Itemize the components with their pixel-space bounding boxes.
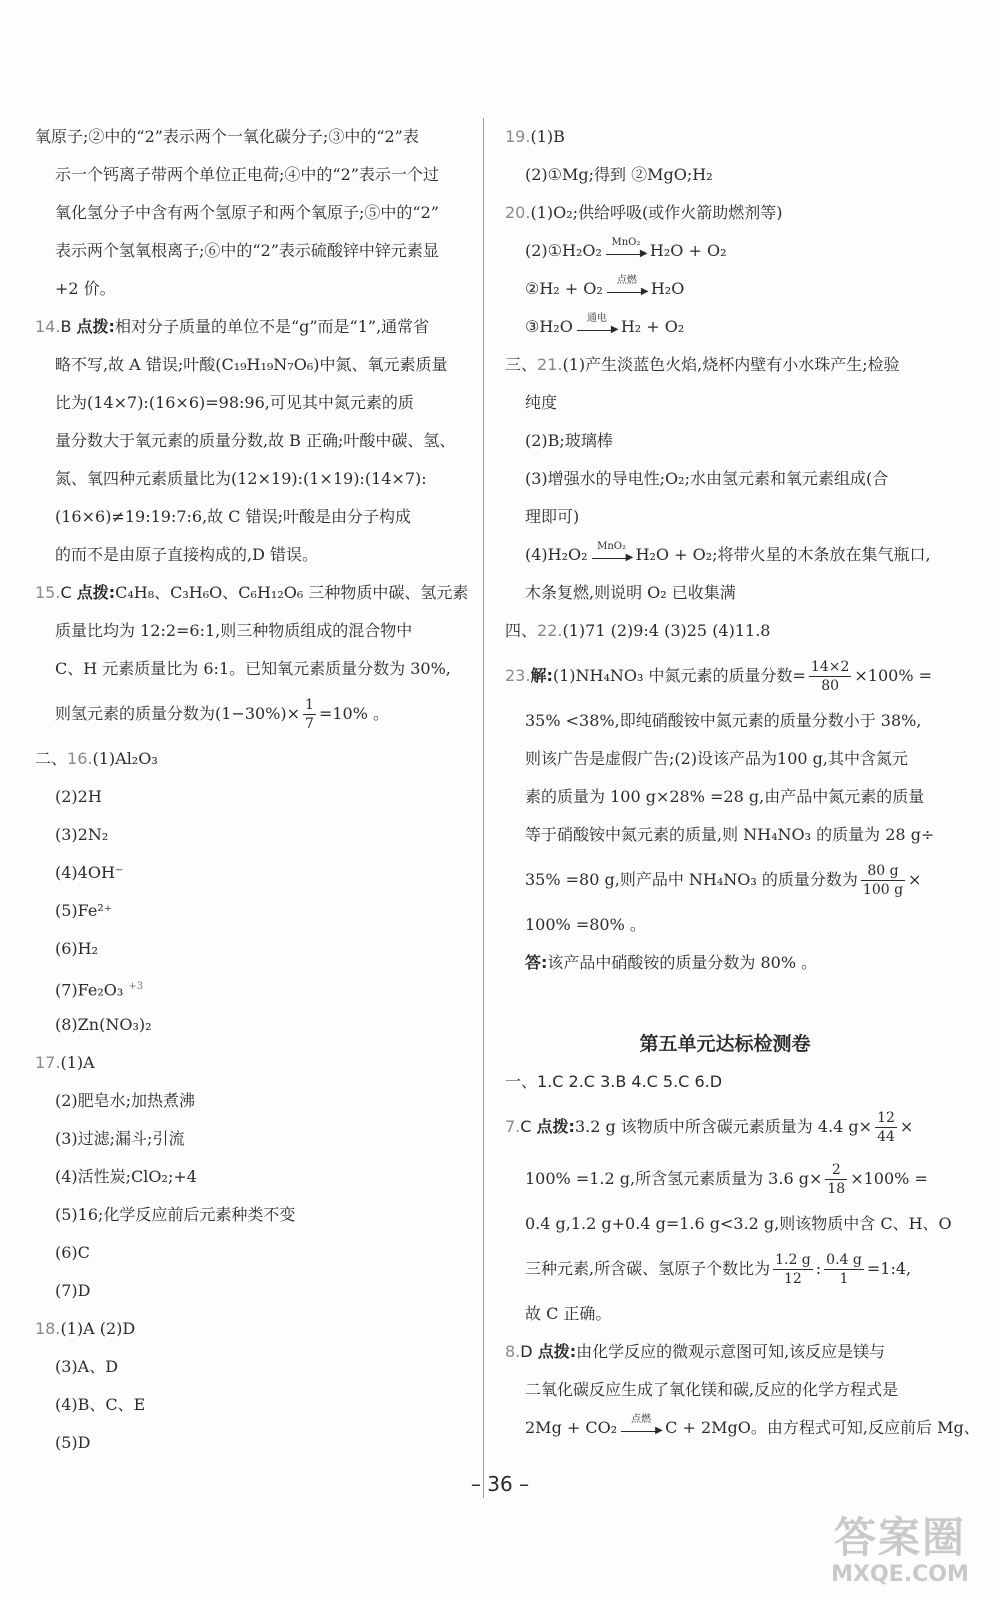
q17-item-1: (1)A <box>60 1053 95 1072</box>
q14-number: 14. <box>35 317 61 336</box>
q23-first-pre: (1)NH₄NO₃ 中氮元素的质量分数= <box>552 666 806 685</box>
q23-f1-den: 80 <box>821 678 840 694</box>
q21-line-1 <box>505 346 945 384</box>
q23-number: 23. <box>505 666 531 685</box>
q20-eq-1 <box>505 232 945 270</box>
q14-line-3: 比为(14×7):(16×6)=98:96,可见其中氮元素的质 <box>55 393 414 412</box>
q8-first: 由化学反应的微观示意图可知,该反应是镁与 <box>576 1342 886 1361</box>
q20-eq-3 <box>505 308 945 346</box>
q21-number: 21. <box>537 355 563 374</box>
q21-line-3: (2)B;玻璃棒 <box>525 431 613 450</box>
q15-first: C₄H₈、C₃H₆O、C₆H₁₂O₆ 三种物质中碳、氢元素 <box>115 583 469 602</box>
reaction-arrow-icon: 点燃 ▶ <box>605 275 649 305</box>
q23-line-3: 则该广告是虚假广告;(2)设该产品为100 g,其中含氮元 <box>525 749 909 768</box>
q23-answer: 该产品中硝酸铵的质量分数为 80% 。 <box>547 953 818 972</box>
q21-eq4-post: H₂O + O₂;将带火星的木条放在集气瓶口, <box>635 545 931 564</box>
q15-number: 15. <box>35 583 61 602</box>
q21-first: (1)产生淡蓝色火焰,烧杯内壁有小水珠产生;检验 <box>562 355 900 374</box>
q15-answer: C <box>60 583 72 602</box>
q16-item-1: (1)Al₂O₃ <box>92 749 158 768</box>
q7-hint-label: 点拨: <box>536 1117 575 1136</box>
q22-line <box>505 612 945 650</box>
q7-f1-num: 12 <box>877 1110 895 1126</box>
q22-number: 22. <box>537 621 563 640</box>
q7-f2-den: 18 <box>827 1181 846 1197</box>
q15-fraction <box>303 696 316 733</box>
q15-line-3: C、H 元素质量比为 6:1。已知氧元素质量分数为 30%, <box>55 659 451 678</box>
q19-number: 19. <box>505 127 531 146</box>
q23-line-4: 素的质量为 100 g×28% =28 g,由产品中氮元素的质量 <box>525 787 925 806</box>
watermark-logo <box>810 1514 990 1594</box>
q18-item-4: (5)D <box>55 1433 91 1452</box>
reaction-arrow-icon: MnO₂ ▶ <box>590 541 634 571</box>
q16-item-2: (2)2H <box>55 787 102 806</box>
q14-line-4: 量分数大于氧元素的质量分数,故 B 正确;叶酸中碳、氢、 <box>55 431 456 450</box>
q14-line-5: 氮、氧四种元素质量比为(12×19):(1×19):(14×7): <box>55 469 427 488</box>
q13-line-3: 氧化氢分子中含有两个氢原子和两个氧原子;⑤中的“2” <box>55 203 439 222</box>
q7-f4-den: 1 <box>839 1271 849 1287</box>
q23-fraction-1 <box>809 658 851 695</box>
q21-line-last: 木条复燃,则说明 O₂ 已收集满 <box>525 583 736 602</box>
q7-frac-4 <box>824 1251 864 1288</box>
q14-line-6: (16×6)≠19:19:7:6,故 C 错误;叶酸是由分子构成 <box>55 507 411 526</box>
q15-line-4 <box>35 688 465 740</box>
q7-number: 7. <box>505 1117 521 1136</box>
q23-f2-den: 100 g <box>862 882 904 898</box>
unit5-mc: 1.C 2.C 3.B 4.C 5.C 6.D <box>537 1072 723 1091</box>
q7-frac-2 <box>825 1161 847 1198</box>
q7-f3-den: 12 <box>784 1271 802 1287</box>
q17-item-7: (7)D <box>55 1281 91 1300</box>
q14-first: 相对分子质量的单位不是“g”而是“1”,通常省 <box>114 317 430 336</box>
q7-l4-mid: : <box>815 1259 822 1278</box>
q18-number: 18. <box>35 1319 61 1338</box>
q15-frac-num: 1 <box>305 697 314 713</box>
q13-line-4: 表示两个氢氧根离子;⑥中的“2”表示硫酸锌中锌元素显 <box>55 241 439 260</box>
q20-line-1 <box>505 194 945 232</box>
q14-answer: B <box>60 317 72 336</box>
q7-answer: C <box>520 1117 532 1136</box>
reaction-arrow-icon: MnO₂ ▶ <box>604 237 648 267</box>
q14-line-7: 的而不是由原子直接构成的,D 错误。 <box>55 545 319 564</box>
q23-solution-label: 解: <box>530 666 553 685</box>
q23-line-5: 等于硝酸铵中氮元素的质量,则 NH₄NO₃ 的质量为 28 g÷ <box>525 825 935 844</box>
q7-f3-num: 1.2 g <box>775 1252 811 1268</box>
q23-answer-label: 答: <box>525 953 548 972</box>
watermark-en: MXQE.COM <box>831 1562 969 1587</box>
q21-eq4-cond: MnO₂ <box>597 540 626 552</box>
q14-hint-label: 点拨: <box>76 317 115 336</box>
q8-eq-post: C + 2MgO。由方程式可知,反应前后 Mg、 <box>665 1418 980 1437</box>
q20-eq3-pre: ③H₂O <box>525 317 573 336</box>
reaction-arrow-icon: 点燃 ▶ <box>619 1414 663 1444</box>
q15-hint-label: 点拨: <box>76 583 116 602</box>
q23-line-1 <box>505 650 945 702</box>
left-column <box>35 118 469 1462</box>
q8-number: 8. <box>505 1342 521 1361</box>
q7-line-2 <box>505 1153 945 1205</box>
section-title: 第五单元达标检测卷 <box>639 1033 811 1055</box>
q7-line-3: 0.4 g,1.2 g+0.4 g=1.6 g<3.2 g,则该物质中含 C、H、O <box>525 1214 952 1233</box>
q15-line-1 <box>35 574 469 612</box>
q16-item-4: (4)4OH⁻ <box>55 863 124 882</box>
q20-eq2-pre: ②H₂ + O₂ <box>525 279 603 298</box>
right-column <box>505 118 945 982</box>
q7-l1-pre: 3.2 g 该物质中所含碳元素质量为 4.4 g× <box>574 1117 873 1136</box>
q17-item-4: (4)活性炭;ClO₂;+4 <box>55 1167 197 1186</box>
q7-f4-num: 0.4 g <box>826 1252 862 1268</box>
q18-line-1 <box>35 1310 465 1348</box>
q23-line-2: 35% <38%,即纯硝酸铵中氮元素的质量分数小于 38%, <box>525 711 922 730</box>
q20-number: 20. <box>505 203 531 222</box>
q8-line-1 <box>505 1333 945 1371</box>
q19-item-2: (2)①Mg;得到 ②MgO;H₂ <box>525 165 713 184</box>
q21-line-5: 理即可) <box>525 507 580 526</box>
q17-item-3: (3)过滤;漏斗;引流 <box>55 1129 185 1148</box>
q20-eq1-cond: MnO₂ <box>611 236 641 248</box>
q20-eq2-cond: 点燃 <box>616 274 637 286</box>
q16-item-5: (5)Fe²⁺ <box>55 901 113 920</box>
q22-text: (1)71 (2)9:4 (3)25 (4)11.8 <box>562 621 771 640</box>
q16-item-6: (6)H₂ <box>55 939 99 958</box>
q7-frac-3 <box>773 1251 813 1288</box>
q7-l4-pre: 三种元素,所含碳、氢原子个数比为 <box>525 1259 771 1278</box>
q23-answer-line <box>505 944 945 982</box>
unit5-mc-line <box>505 1063 945 1101</box>
q21-eq4-pre: (4)H₂O₂ <box>525 545 588 564</box>
q7-f1-den: 44 <box>877 1129 895 1145</box>
q13-line-5: +2 价。 <box>55 279 116 298</box>
q16-item-3: (3)2N₂ <box>55 825 109 844</box>
q7-l2-pre: 100% =1.2 g,所含氢元素质量为 3.6 g× <box>525 1169 823 1188</box>
q23-f1-num: 14×2 <box>810 659 850 675</box>
q13-line-1: 氧原子;②中的“2”表示两个一氧化碳分子;③中的“2”表 <box>35 127 419 146</box>
q21-line-4: (3)增强水的导电性;O₂;水由氢元素和氧元素组成(合 <box>525 469 889 488</box>
q20-eq-2 <box>505 270 945 308</box>
section-3-label: 三、 <box>505 355 538 374</box>
q20-eq3-cond: 通电 <box>586 312 607 324</box>
q7-line-1 <box>505 1101 945 1153</box>
q7-line-5: 故 C 正确。 <box>525 1304 612 1323</box>
page-number: – 36 – <box>470 1472 530 1496</box>
q20-first: (1)O₂;供给呼吸(或作火箭助燃剂等) <box>530 203 783 222</box>
reaction-arrow-icon: 通电 ▶ <box>575 313 619 343</box>
q16-item-8: (8)Zn(NO₃)₂ <box>55 1015 152 1034</box>
fe-valence-mark: +3 <box>128 981 144 992</box>
q21-line-2: 纯度 <box>525 393 558 412</box>
section-1-label: 一、 <box>505 1072 538 1091</box>
q8-hint-label: 点拨: <box>537 1342 577 1361</box>
q13-line-2: 示一个钙离子带两个单位正电荷;④中的“2”表示一个过 <box>55 165 439 184</box>
q23-line-7: 100% =80% 。 <box>525 915 646 934</box>
q15-last-post: =10% 。 <box>318 704 390 723</box>
q23-mid-post: × <box>908 870 922 889</box>
q23-first-post: ×100% = <box>854 666 933 685</box>
q17-item-6: (6)C <box>55 1243 90 1262</box>
q7-l4-post: =1:4, <box>866 1259 912 1278</box>
q14-line-2: 略不写,故 A 错误;叶酸(C₁₉H₁₉N₇O₆)中氮、氧元素质量 <box>55 355 448 374</box>
q8-answer: D <box>520 1342 533 1361</box>
watermark-cn: 答案圈 <box>833 1513 966 1562</box>
q8-eq-cond: 点燃 <box>631 1413 652 1425</box>
q18-item-1: (1)A (2)D <box>60 1319 136 1338</box>
q16-item-7-text: (7)Fe₂O₃ <box>55 980 124 1000</box>
q23-mid-pre: 35% =80 g,则产品中 NH₄NO₃ 的质量分数为 <box>525 870 858 889</box>
q20-eq1-post: H₂O + O₂ <box>649 241 727 260</box>
q20-eq2-post: H₂O <box>650 279 685 298</box>
q20-eq1-pre: (2)①H₂O₂ <box>525 241 602 260</box>
q16-line-1 <box>35 740 465 778</box>
section-4-label: 四、 <box>505 621 538 640</box>
q7-f2-num: 2 <box>825 1161 847 1180</box>
column-divider <box>483 118 484 1498</box>
unit5-block <box>505 1063 980 1447</box>
q8-line-2: 二氧化碳反应生成了氧化镁和碳,反应的化学方程式是 <box>525 1380 899 1399</box>
q21-eq-4 <box>505 536 945 574</box>
q16-item-7 <box>35 968 465 1006</box>
q19-item-1: (1)B <box>530 127 565 146</box>
q19-line-1 <box>505 118 945 156</box>
q17-line-1 <box>35 1044 465 1082</box>
q7-l2-post: ×100% = <box>850 1169 928 1188</box>
q23-f2-num: 80 g <box>861 862 905 881</box>
q17-item-5: (5)16;化学反应前后元素种类不变 <box>55 1205 296 1224</box>
q17-item-2: (2)肥皂水;加热煮沸 <box>55 1091 196 1110</box>
q16-number: 16. <box>67 749 93 768</box>
q15-last-pre: 则氢元素的质量分数为(1−30%)× <box>55 704 301 723</box>
q7-frac-1 <box>875 1109 897 1146</box>
q20-eq3-post: H₂ + O₂ <box>620 317 685 336</box>
q15-line-2: 质量比均为 12:2=6:1,则三种物质组成的混合物中 <box>55 621 413 640</box>
q15-frac-den: 7 <box>305 716 314 732</box>
q23-fraction-2 <box>861 862 905 899</box>
q8-eq-pre: 2Mg + CO₂ <box>525 1418 618 1437</box>
q18-item-2: (3)A、D <box>55 1357 119 1376</box>
q18-item-3: (4)B、C、E <box>55 1395 146 1414</box>
q17-number: 17. <box>35 1053 61 1072</box>
q14-line-1 <box>35 308 465 346</box>
q8-eq <box>505 1409 980 1447</box>
q7-l1-post: × <box>899 1117 914 1136</box>
section-2-label: 二、 <box>35 749 68 768</box>
q23-line-6 <box>505 854 945 906</box>
q7-line-4 <box>505 1243 945 1295</box>
